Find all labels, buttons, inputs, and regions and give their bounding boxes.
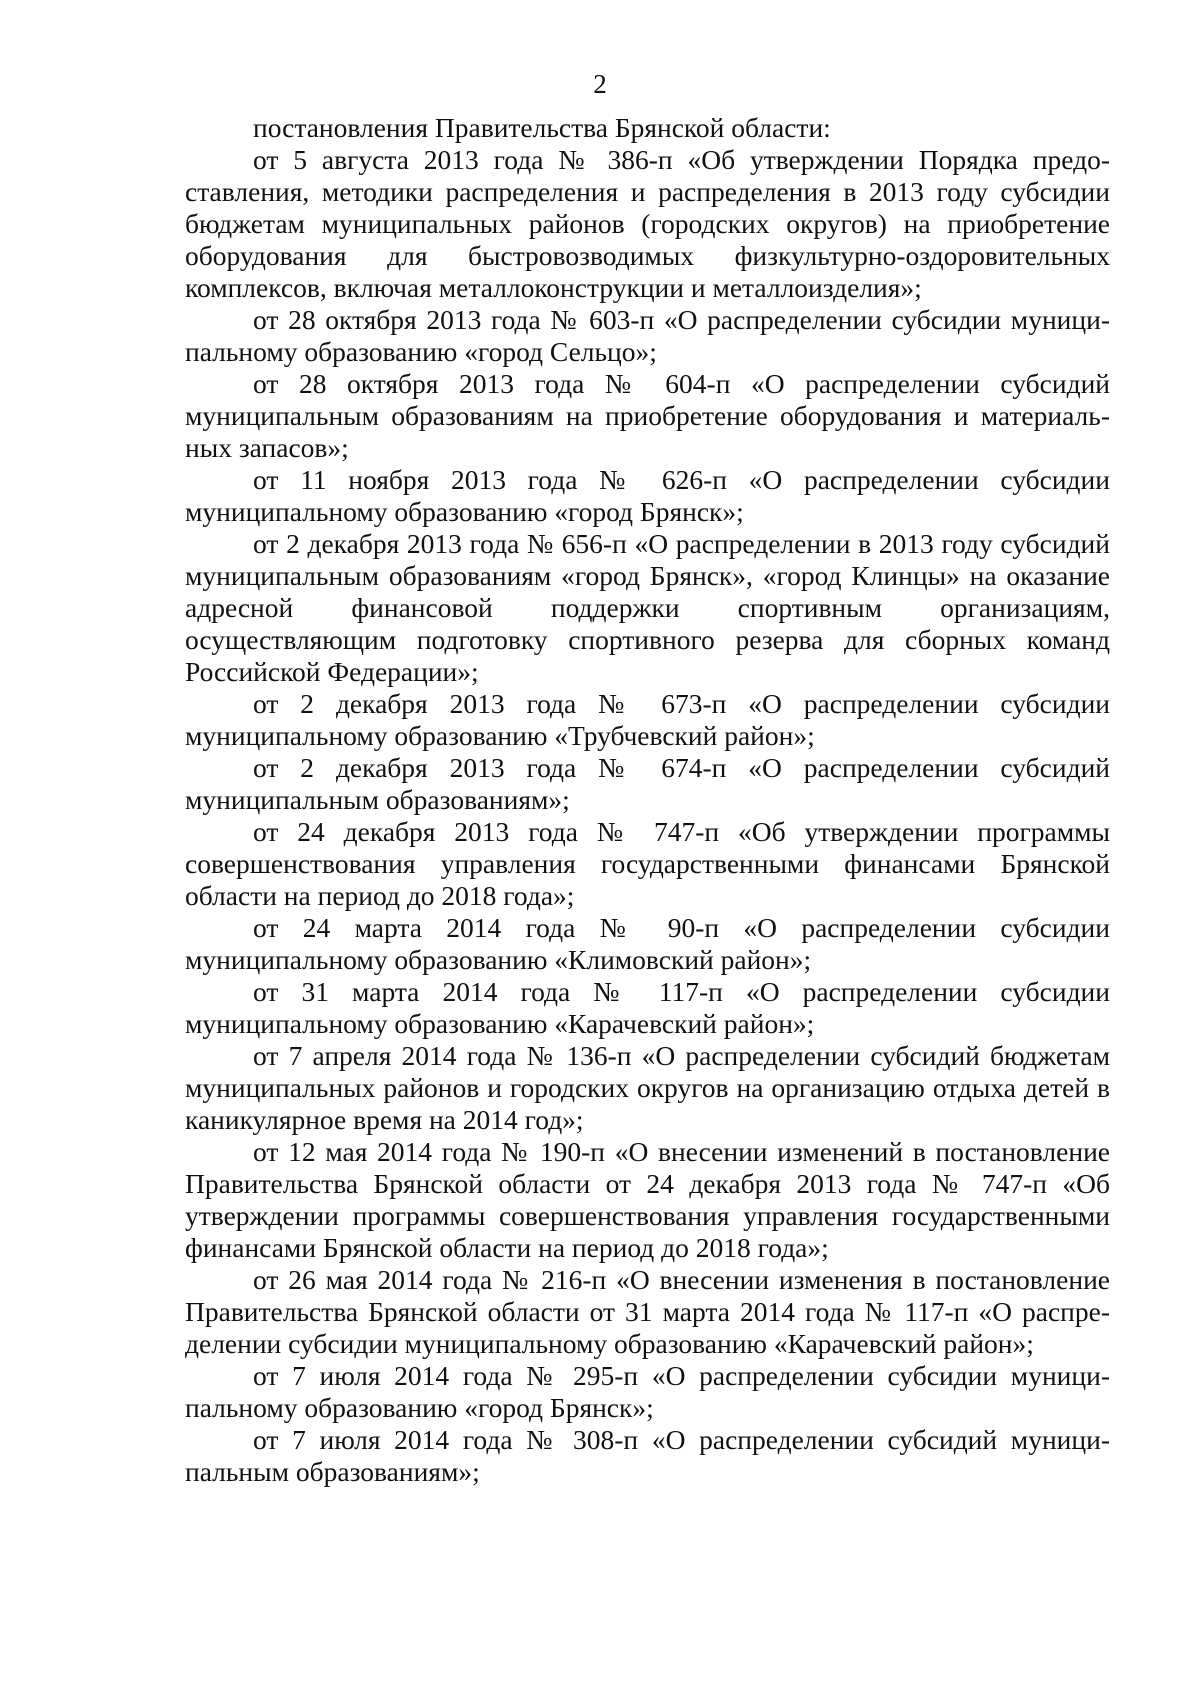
paragraph-decree: от 24 марта 2014 года № 90-п «О распределении субсидии муниципальному образованию «Климовский район»;: [185, 912, 1110, 975]
paragraph-intro: постановления Правительства Брянской области:: [253, 112, 831, 143]
paragraph-decree: от 31 марта 2014 года № 117-п «О распределении субсидии муниципальному образованию «Карачевский район»;: [185, 976, 1110, 1039]
paragraph-decree: от 7 апреля 2014 года № 136-п «О распределении субсидий бюджетам муниципальных районов и городских округов на организацию отдыха детей в каникулярное время на 2014 год»;: [185, 1040, 1110, 1135]
document-body: [185, 112, 1110, 1488]
paragraph-decree: от 11 ноября 2013 года № 626-п «О распределении субсидии муниципальному образованию «город Брянск»;: [185, 464, 1110, 527]
paragraph-decree: от 5 августа 2013 года № 386-п «Об утверждении Порядка предоставления, методики распределения и распределения в 2013 году субсидии бюджетам муниципальных районов (городских округов) на приобретение оборудования для быстровозводимых физкультурно-оздоровительных комплексов, включая металлоконструкции и металлоизделия»;: [185, 144, 1110, 303]
paragraph-decree: от 28 октября 2013 года № 603-п «О распределении субсидии муниципальному образованию «город Сельцо»;: [185, 304, 1110, 367]
paragraph-decree: от 24 декабря 2013 года № 747-п «Об утверждении программы совершенствования управления государственными финансами Брянской области на период до 2018 года»;: [185, 816, 1110, 911]
paragraph-decree: от 7 июля 2014 года № 295-п «О распределении субсидии муниципальному образованию «город Брянск»;: [185, 1360, 1110, 1423]
paragraph-decree: от 26 мая 2014 года № 216-п «О внесении изменения в постановление Правительства Брянской области от 31 марта 2014 года № 117-п «О распределении субсидии муниципальному образованию «Карачевский район»;: [185, 1264, 1110, 1359]
paragraph-decree: от 7 июля 2014 года № 308-п «О распределении субсидий муниципальным образованиям»;: [185, 1424, 1110, 1487]
paragraph-decree: от 2 декабря 2013 года № 674-п «О распределении субсидий муниципальным образованиям»;: [185, 752, 1110, 815]
paragraph-decree: от 12 мая 2014 года № 190-п «О внесении изменений в постановление Правительства Брянской области от 24 декабря 2013 года № 747-п «Об утверждении программы совершенствования управления государственными финансами Брянской области на период до 2018 года»;: [185, 1136, 1110, 1263]
paragraph-decree: от 2 декабря 2013 года № 656-п «О распределении в 2013 году субсидий муниципальным образованиям «город Брянск», «город Клинцы» на оказание адресной финансовой поддержки спортивным организациям, осуществляющим подготовку спортивного резерва для сборных команд Российской Федерации»;: [185, 528, 1110, 687]
page-number: 2: [593, 69, 607, 99]
paragraph-decree: от 28 октября 2013 года № 604-п «О распределении субсидий муниципальным образованиям на приобретение оборудования и материальных запасов»;: [185, 368, 1110, 463]
paragraph-decree: от 2 декабря 2013 года № 673-п «О распределении субсидии муниципальному образованию «Трубчевский район»;: [185, 688, 1110, 751]
